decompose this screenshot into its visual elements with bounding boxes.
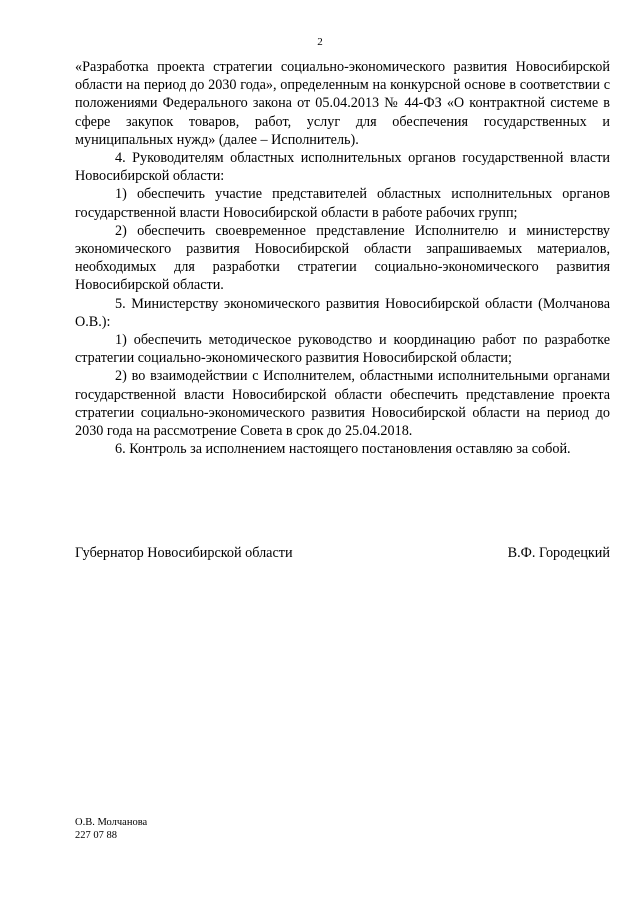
- paragraph-item-4: 4. Руководителям областных исполнительных органов государственной власти Новосибирской области:: [75, 150, 610, 185]
- page-number: 2: [317, 36, 323, 48]
- executor-block: [75, 817, 147, 842]
- document-body: [75, 58, 610, 458]
- paragraph-item-5-1: 1) обеспечить методическое руководство и координацию работ по разработке стратегии социально-экономического развития Новосибирской области;: [75, 332, 610, 367]
- paragraph-item-4-1: 1) обеспечить участие представителей областных исполнительных органов государственной власти Новосибирской области в работе рабочих групп;: [75, 186, 610, 221]
- paragraph-executor-definition: «Разработка проекта стратегии социально-экономического развития Новосибирской области на период до 2030 года», определенным на конкурсной основе в соответствии с положениями Федерального закона от 05.04.2013 № 44-ФЗ «О контрактной системе в сфере закупок товаров, работ, услуг для обеспечения государственных и муниципальных нужд» (далее – Исполнитель).: [75, 59, 610, 148]
- signatory-position: Губернатор Новосибирской области: [75, 545, 293, 561]
- paragraph-item-5: 5. Министерству экономического развития Новосибирской области (Молчанова О.В.):: [75, 295, 610, 330]
- executor-phone: 227 07 88: [75, 829, 117, 841]
- paragraph-item-4-2: 2) обеспечить своевременное представление Исполнителю и министерству экономического развития Новосибирской области запрашиваемых материалов, необходимых для разработки стратегии социально-экономического развития Новосибирской области.: [75, 222, 610, 294]
- executor-name: О.В. Молчанова: [75, 817, 148, 828]
- paragraph-item-6: 6. Контроль за исполнением настоящего постановления оставляю за собой.: [115, 441, 571, 458]
- signatory-name: В.Ф. Городецкий: [507, 545, 610, 561]
- paragraph-item-5-2: 2) во взаимодействии с Исполнителем, областными исполнительными органами государственной власти Новосибирской области обеспечить представление проекта стратегии социально-экономического развития Новосибирской области на период до 2030 года на рассмотрение Совета в срок до 25.04.2018.: [75, 368, 610, 440]
